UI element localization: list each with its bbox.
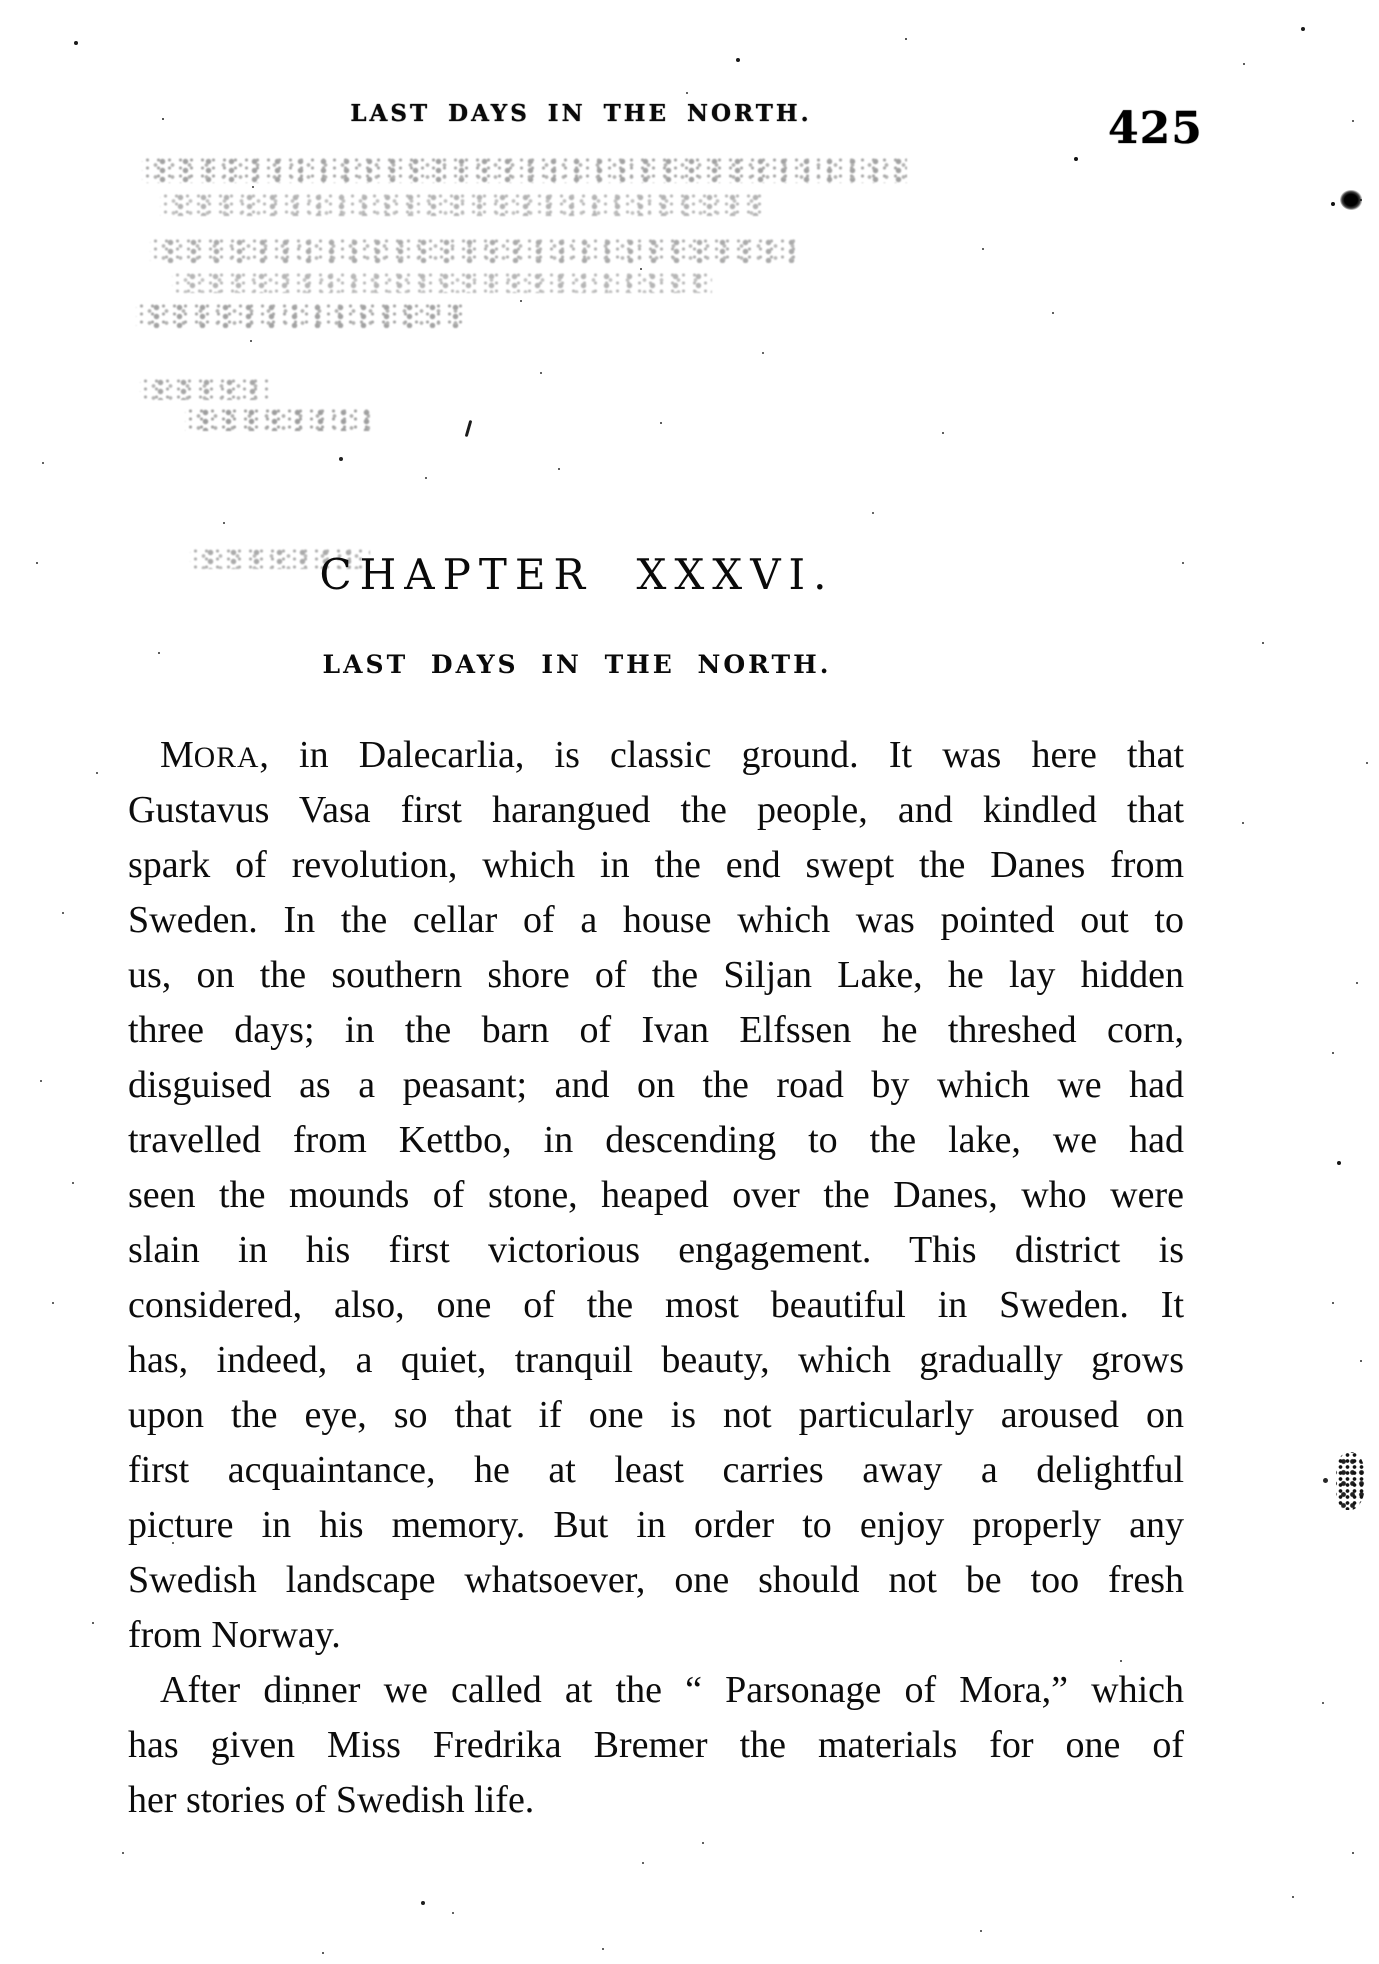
body-line: travelled from Kettbo, in descending to the lake, we had <box>128 1119 1184 1161</box>
paragraph-lead-capital: M <box>160 734 194 776</box>
ink-blot <box>1340 190 1362 210</box>
body-line: slain in his first victorious engagement. This district is <box>128 1229 1184 1271</box>
body-line: seen the mounds of stone, heaped over the Danes, who were <box>128 1174 1184 1216</box>
body-line: spark of revolution, which in the end swept the Danes from <box>128 844 1184 886</box>
body-line: Gustavus Vasa first harangued the people, and kindled that <box>128 789 1184 831</box>
body-line: her stories of Swedish life. <box>128 1779 535 1821</box>
showthrough-smudge <box>172 271 712 293</box>
chapter-subtitle: LAST DAYS IN THE NORTH. <box>322 650 832 679</box>
page-number: 425 <box>1108 103 1203 154</box>
body-text <box>128 728 1184 1828</box>
body-line: from Norway. <box>128 1614 341 1656</box>
showthrough-smudge <box>150 237 800 263</box>
chapter-heading: CHAPTER XXXVI. <box>319 550 835 599</box>
body-line: MORA, in Dalecarlia, is classic ground. It was here that <box>160 734 1184 776</box>
body-line: Sweden. In the cellar of a house which was pointed out to <box>128 899 1184 941</box>
ink-blot <box>1336 1452 1366 1510</box>
body-line: After dinner we called at the “ Parsonage of Mora,” which <box>160 1669 1184 1711</box>
body-line: has given Miss Fredrika Bremer the materials for one of <box>128 1724 1184 1766</box>
paragraph <box>128 1663 1184 1828</box>
body-line: first acquaintance, he at least carries away a delightful <box>128 1449 1184 1491</box>
showthrough-smudge <box>142 156 907 183</box>
showthrough-smudge <box>136 302 466 328</box>
body-line: disguised as a peasant; and on the road by which we had <box>128 1064 1184 1106</box>
showthrough-smudge <box>160 192 765 216</box>
body-line: considered, also, one of the most beautiful in Sweden. It <box>128 1284 1184 1326</box>
body-line: upon the eye, so that if one is not particularly aroused on <box>128 1394 1184 1436</box>
body-line: three days; in the barn of Ivan Elfssen he threshed corn, <box>128 1009 1184 1051</box>
running-header: LAST DAYS IN THE NORTH. <box>350 100 812 127</box>
body-line: picture in his memory. But in order to enjoy properly any <box>128 1504 1184 1546</box>
body-line: has, indeed, a quiet, tranquil beauty, which gradually grows <box>128 1339 1184 1381</box>
showthrough-smudge <box>140 377 270 400</box>
showthrough-smudge <box>185 407 370 431</box>
stray-ink-stroke <box>465 420 473 437</box>
paper-specks <box>0 0 2 2</box>
body-line: us, on the southern shore of the Siljan Lake, he lay hidden <box>128 954 1184 996</box>
paragraph-lead-smallcaps: ORA <box>193 742 260 774</box>
body-line: Swedish landscape whatsoever, one should not be too fresh <box>128 1559 1184 1601</box>
paragraph <box>128 728 1184 1663</box>
